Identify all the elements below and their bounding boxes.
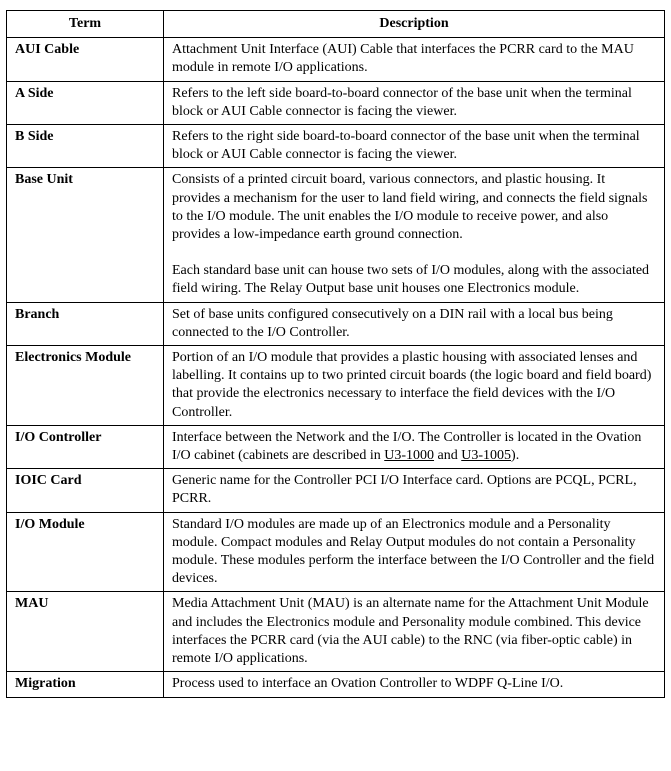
- description-text: and: [434, 448, 462, 464]
- description-cell: [164, 168, 665, 302]
- description-paragraph: [172, 41, 656, 77]
- table-row: [7, 346, 665, 426]
- table-row: [7, 425, 665, 468]
- description-text: Consists of a printed circuit board, various connectors, and plastic housing. It provides a mechanism for the user to land field wiring, and connects the field signals to the I/O module. The unit enables the I/O module to receive power, and also provides a low-impedance earth ground connection.: [172, 172, 648, 243]
- description-text: Portion of an I/O module that provides a plastic housing with associated lenses and labelling. It contains up to two printed circuit boards (the logic board and field board) that provide the electronics necessary to interface the field devices with the I/O Controller.: [172, 350, 652, 420]
- description-paragraph: [172, 429, 656, 465]
- term-cell: B Side: [7, 125, 164, 168]
- description-paragraph: [172, 171, 656, 244]
- description-paragraph: [172, 675, 656, 693]
- table-row: [7, 672, 665, 697]
- table-row: [7, 81, 665, 124]
- description-text: Standard I/O modules are made up of an Electronics module and a Personality module. Compact modules and Relay Output modules do not contain a Personality module. These modules perform the interface between the I/O Controller and the field devices.: [172, 516, 655, 587]
- description-text: Set of base units configured consecutively on a DIN rail with a local bus being connected to the I/O Controller.: [172, 306, 613, 340]
- term-cell: Migration: [7, 672, 164, 697]
- description-text: Media Attachment Unit (MAU) is an alternate name for the Attachment Unit Module and includes the Electronics module and Personality module combined. This device interfaces the PCRR card (via the AUI cable) to the RNC (via fiber-optic cable) in remote I/O applications.: [172, 596, 649, 667]
- table-row: [7, 38, 665, 81]
- description-cell: [164, 346, 665, 426]
- description-text: Refers to the left side board-to-board connector of the base unit when the terminal block or AUI Cable connector is facing the viewer.: [172, 85, 632, 119]
- glossary-body: [7, 38, 665, 697]
- description-cell: [164, 672, 665, 697]
- table-row: [7, 469, 665, 512]
- description-text: Interface between the Network and the I/O. The Controller is located in the Ovation I/O cabinet (cabinets are described in: [172, 429, 642, 464]
- document-reference-link[interactable]: U3-1005: [461, 448, 512, 464]
- description-paragraph: [172, 85, 656, 121]
- description-cell: [164, 81, 665, 124]
- description-paragraph: [172, 262, 656, 298]
- description-cell: [164, 38, 665, 81]
- table-row: [7, 512, 665, 592]
- term-cell: Electronics Module: [7, 346, 164, 426]
- description-text: Refers to the right side board-to-board connector of the base unit when the terminal block or AUI Cable connector is facing the viewer.: [172, 129, 640, 163]
- document-reference-link[interactable]: U3-1000: [384, 448, 435, 464]
- description-cell: [164, 125, 665, 168]
- description-text: Generic name for the Controller PCI I/O Interface card. Options are PCQL, PCRL, PCRR.: [172, 473, 637, 507]
- header-row: [7, 11, 665, 38]
- description-paragraph: [172, 349, 656, 422]
- table-row: [7, 125, 665, 168]
- description-text: ).: [511, 448, 520, 464]
- description-paragraph: [172, 472, 656, 508]
- table-row: [7, 302, 665, 345]
- term-cell: I/O Module: [7, 512, 164, 592]
- description-paragraph: [172, 595, 656, 668]
- term-cell: Branch: [7, 302, 164, 345]
- table-row: [7, 592, 665, 672]
- description-column-header: Description: [164, 11, 665, 38]
- description-cell: [164, 512, 665, 592]
- description-cell: [164, 425, 665, 468]
- description-cell: [164, 592, 665, 672]
- description-text: Each standard base unit can house two sets of I/O modules, along with the associated field wiring. The Relay Output base unit houses one Electronics module.: [172, 263, 650, 297]
- glossary-table: [6, 10, 665, 698]
- term-cell: MAU: [7, 592, 164, 672]
- term-cell: IOIC Card: [7, 469, 164, 512]
- description-paragraph: [172, 128, 656, 164]
- description-paragraph: [172, 306, 656, 342]
- table-row: [7, 168, 665, 302]
- description-paragraph: [172, 516, 656, 589]
- term-cell: I/O Controller: [7, 425, 164, 468]
- term-cell: Base Unit: [7, 168, 164, 302]
- description-cell: [164, 469, 665, 512]
- term-column-header: Term: [7, 11, 164, 38]
- description-text: Process used to interface an Ovation Controller to WDPF Q-Line I/O.: [172, 676, 564, 692]
- description-text: Attachment Unit Interface (AUI) Cable that interfaces the PCRR card to the MAU module in remote I/O applications.: [172, 42, 634, 76]
- term-cell: A Side: [7, 81, 164, 124]
- description-cell: [164, 302, 665, 345]
- term-cell: AUI Cable: [7, 38, 164, 81]
